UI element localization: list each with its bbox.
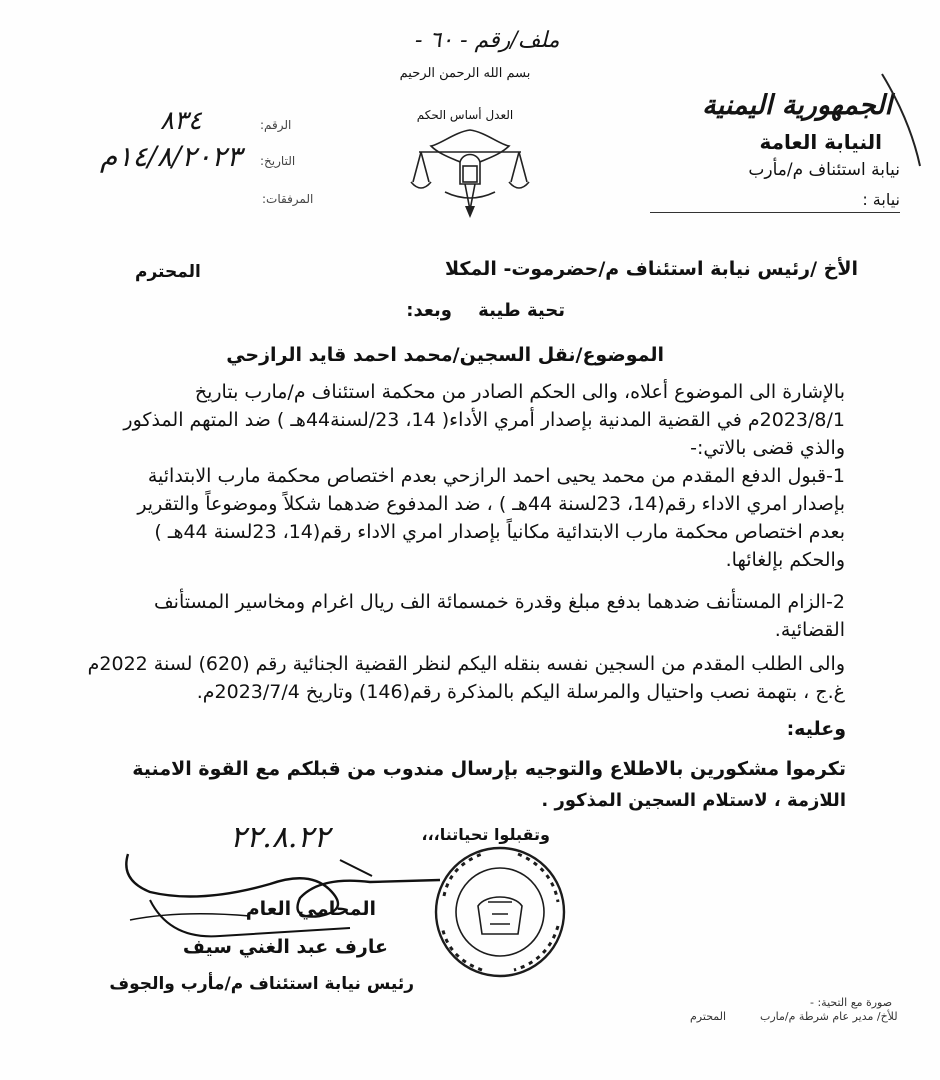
copy-label: صورة مع التحية: - <box>810 996 893 1009</box>
then: وبعد: <box>406 300 452 321</box>
addressee: الأخ /رئيس نيابة استئناف م/حضرموت- المكلا <box>444 258 858 280</box>
header-corner-line <box>880 70 930 170</box>
attachments-label: المرفقات: <box>262 192 314 206</box>
paragraph-line: بالإشارة الى الموضوع أعلاه، والى الحكم الصادر من محكمة استئناف م/مارب بتاريخ <box>194 381 845 403</box>
top-file-note: ملف/رقم - ٦٠ - <box>415 28 560 53</box>
copy-honorific: المحترم <box>690 1010 727 1023</box>
office-line-2: نيابة : <box>862 190 900 209</box>
copy-to: للأخ/ مدير عام شرطة م/مارب <box>760 1010 898 1023</box>
regards: وتقبلوا تحياتنا،،، <box>421 825 550 844</box>
therefore: وعليه: <box>786 718 846 740</box>
paragraph-line: 1-قبول الدفع المقدم من محمد يحيى احمد الرازحي بعدم اختصاص محكمة مارب الابتدائية <box>147 465 845 487</box>
handwritten-date: ٢٢.٨.٢٢ <box>230 820 330 855</box>
paragraph-line: بعدم اختصاص محكمة مارب الابتدائية مكانياً بإصدار امري الاداء رقم(14، 23لسنة 44هـ ) <box>154 521 845 543</box>
paragraph-line: بإصدار امري الاداء رقم(14، 23لسنة 44هـ ) ، ضد المدفوع ضدهما شكلاً وموضوعاً والتقرير <box>137 493 845 515</box>
republic-heading: الجمهورية اليمنية <box>702 90 892 121</box>
date-value: ١٤/٨/٢٠٢٣م <box>100 140 242 173</box>
yemen-emblem-icon <box>405 122 535 222</box>
greeting: تحية طيبة <box>478 300 565 321</box>
number-label: الرقم: <box>260 118 292 132</box>
signatory-name: عارف عبد الغني سيف <box>182 936 388 958</box>
header-rule <box>650 212 900 213</box>
paragraph-line: غ.ج ، بتهمة نصب واحتيال والمرسلة اليكم بالمذكرة رقم(146) وتاريخ 2023/7/4م. <box>196 681 845 703</box>
paragraph-line: القضائية. <box>774 619 845 641</box>
official-stamp-icon <box>430 842 570 982</box>
emblem-caption: العدل أساس الحكم <box>416 108 514 122</box>
basmala: بسم الله الرحمن الرحيم <box>399 66 531 81</box>
office-line: نيابة استئناف م/مأرب <box>748 160 900 180</box>
paragraph-line: والذي قضى بالاتي:- <box>690 437 845 459</box>
paragraph-line: والحكم بإلغائها. <box>725 549 845 571</box>
number-value: ٨٣٤ <box>160 106 202 136</box>
request-line: اللازمة ، لاستلام السجين المذكور . <box>541 790 846 811</box>
authority-heading: النيابة العامة <box>759 130 882 154</box>
signatory-title: المحامي العام <box>245 898 376 920</box>
signatory-position: رئيس نيابة استئناف م/مأرب والجوف <box>109 974 414 994</box>
honorific: المحترم <box>135 262 201 282</box>
date-label: التاريخ: <box>260 154 296 168</box>
request-line: تكرموا مشكورين بالاطلاع والتوجيه بإرسال مندوب من قبلكم مع القوة الامنية <box>132 758 846 780</box>
subject: الموضوع/نقل السجين/محمد احمد قايد الرازحي <box>226 344 664 366</box>
paragraph-line: 2023/8/1م في القضية المدنية بإصدار أمري الأداء( 14، 23/لسنة44هـ ) ضد المتهم المذكور <box>123 409 845 431</box>
paragraph-line: 2-الزام المستأنف ضدهما بدفع مبلغ وقدرة خمسمائة الف ريال اغرام ومخاسير المستأنف <box>154 591 845 613</box>
paragraph-line: والى الطلب المقدم من السجين نفسه بنقله اليكم لنظر القضية الجنائية رقم (620) لسنة 2022م <box>87 653 845 675</box>
